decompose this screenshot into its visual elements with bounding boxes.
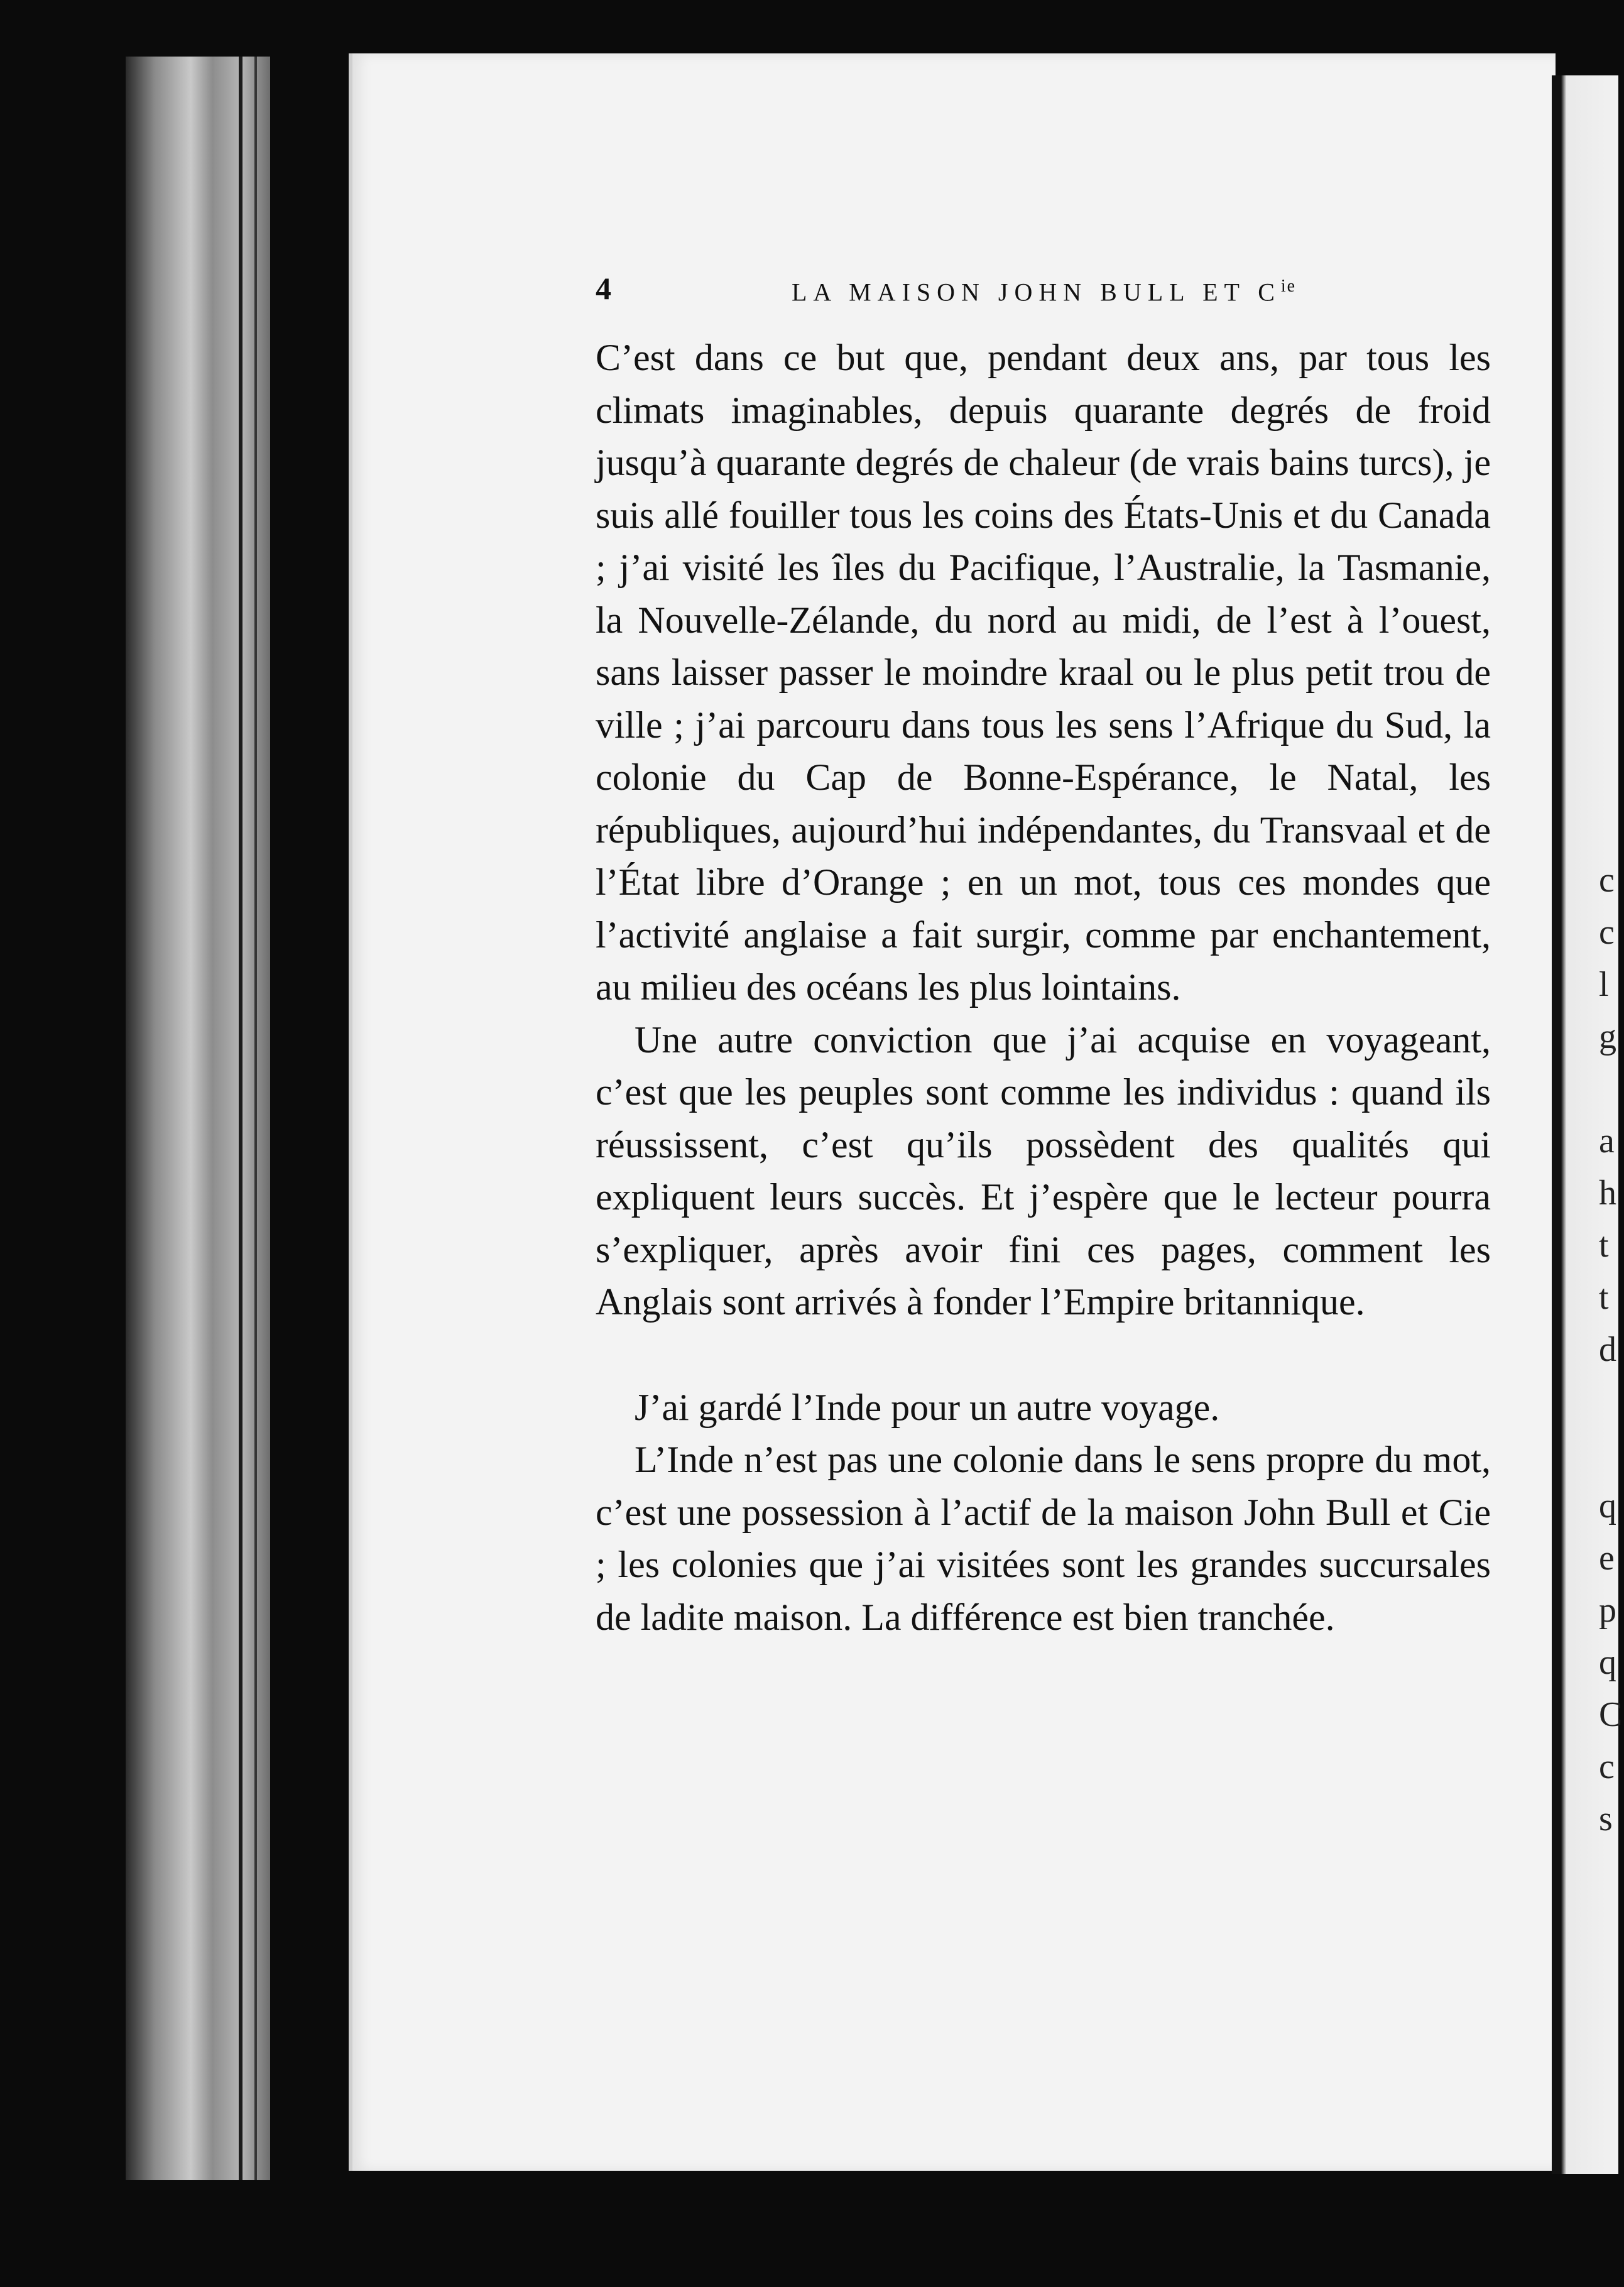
page-header bbox=[596, 270, 1494, 314]
facing-page-text-fragments bbox=[1599, 854, 1624, 1845]
book-binding-left bbox=[126, 57, 270, 2180]
section-gap bbox=[596, 1329, 1491, 1382]
edge-letter: a bbox=[1599, 1122, 1615, 1160]
edge-letter: d bbox=[1599, 1330, 1616, 1369]
edge-letter bbox=[1599, 1063, 1624, 1115]
binding-edge-line bbox=[254, 57, 257, 2180]
running-title: LA MAISON JOHN BULL ET $C^{ie}$ bbox=[792, 276, 1297, 307]
edge-letter: t bbox=[1599, 1278, 1609, 1317]
edge-letter: q bbox=[1599, 1487, 1616, 1526]
page-number: 4 bbox=[596, 271, 611, 306]
edge-letter: c bbox=[1599, 913, 1615, 952]
paragraph: Une autre conviction que j’ai acquise en voyageant, c’est que les peuples sont comme les individus : quand ils réussissent, c’est qu’ils possèdent des qualités qui expliquent leurs succès. Et j’espère que le lecteur pourra s’expliquer, après avoir fini ces pages, comment les Anglais sont arrivés à fonder l’Empire britannique. bbox=[596, 1018, 1491, 1323]
edge-letter: e bbox=[1599, 1539, 1615, 1578]
edge-letter bbox=[1599, 1376, 1624, 1428]
binding-edge-line bbox=[239, 57, 243, 2180]
paragraph: J’ai gardé l’Inde pour un autre voyage. bbox=[635, 1386, 1220, 1428]
edge-letter: p bbox=[1599, 1591, 1616, 1630]
edge-letter: c bbox=[1599, 861, 1615, 900]
edge-letter: g bbox=[1599, 1017, 1616, 1056]
edge-letter: s bbox=[1599, 1799, 1613, 1838]
paragraph: L’Inde n’est pas une colonie dans le sens propre du mot, c’est une possession à l’actif de la maison John Bull et Cie ; les colonies que j’ai visitées sont les grandes succursales de ladite maison. La différence est bien tranchée. bbox=[596, 1439, 1491, 1638]
edge-letter bbox=[1599, 1428, 1624, 1480]
edge-letter: q bbox=[1599, 1643, 1616, 1682]
edge-letter: h bbox=[1599, 1174, 1616, 1213]
running-title-superscript: ie bbox=[1280, 276, 1297, 296]
paragraph: C’est dans ce but que, pendant deux ans, par tous les climats imaginables, depuis quarante degrés de froid jusqu’à quarante degrés de chaleur (de vrais bains turcs), je suis allé fouiller tous les coins des États-Unis et du Canada ; j’ai visité les îles du Pacifique, l’Australie, la Tasmanie, la Nouvelle-Zélande, du nord au midi, de l’est à l’ouest, sans laisser passer le moindre kraal ou le plus petit trou de ville ; j’ai parcouru dans tous les sens l’Afrique du Sud, la colonie du Cap de Bonne-Espérance, le Natal, les républiques, aujourd’hui indépendantes, du Transvaal et de l’État libre d’Orange ; en un mot, tous ces mondes que l’activité anglaise a fait surgir, comme par enchantement, au milieu des océans les plus lointains. bbox=[596, 337, 1491, 1008]
edge-letter: C bbox=[1599, 1695, 1623, 1734]
edge-letter: t bbox=[1599, 1226, 1609, 1265]
edge-letter: c bbox=[1599, 1747, 1615, 1786]
edge-letter: l bbox=[1599, 965, 1609, 1004]
body-text bbox=[596, 332, 1491, 1644]
